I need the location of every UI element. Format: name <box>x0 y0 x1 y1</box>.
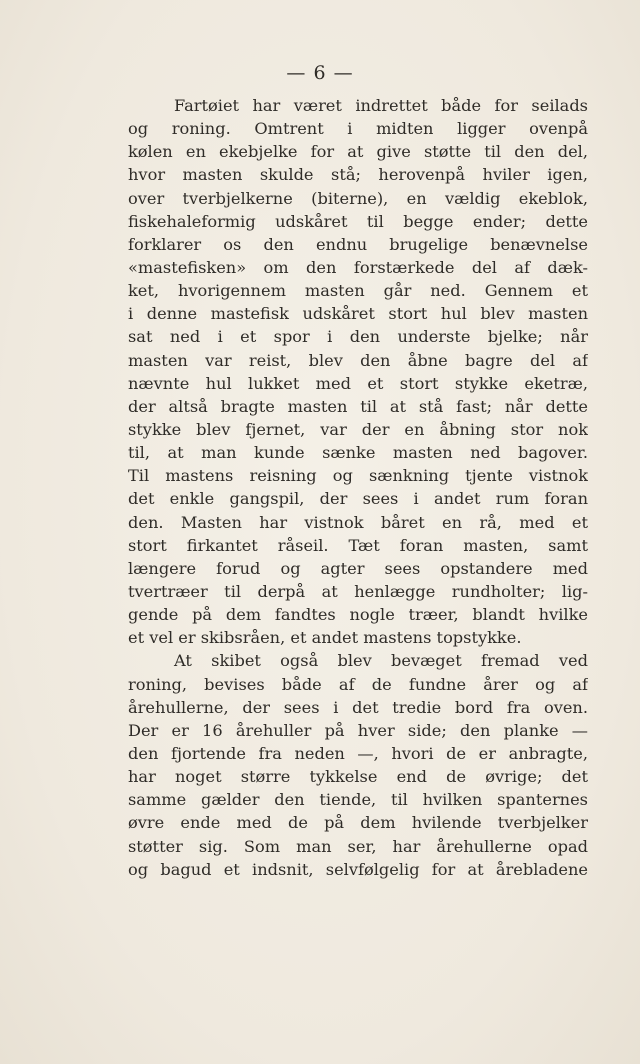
text-line: ket, hvorigennem masten går ned. Gennem et <box>128 281 588 301</box>
text-line: sat ned i et spor i den underste bjelke; når <box>128 327 588 347</box>
text-line: masten var reist, blev den åbne bagre del af <box>128 350 588 370</box>
text-line: At skibet også blev bevæget fremad ved <box>174 651 588 671</box>
text-line: nævnte hul lukket med et stort stykke eketræ, <box>128 373 588 393</box>
text-line: et vel er skibsråen, et andet mastens topstykke. <box>128 628 522 648</box>
text-line: roning, bevises både af de fundne årer og af <box>128 674 588 694</box>
text-line: årehullerne, der sees i det tredie bord fra oven. <box>128 697 588 717</box>
text-line: det enkle gangspil, der sees i andet rum foran <box>128 489 588 509</box>
body-text <box>128 94 588 881</box>
text-line: Der er 16 årehuller på hver side; den planke — <box>128 720 588 740</box>
text-line: til, at man kunde sænke masten ned bagover. <box>128 443 588 463</box>
text-line: hvor masten skulde stå; herovenpå hviler igen, <box>128 165 588 185</box>
text-line: stort firkantet råseil. Tæt foran masten, samt <box>128 535 588 555</box>
page-number: — 6 — <box>286 62 354 84</box>
text-line: forklarer os den endnu brugelige benævnelse <box>128 234 588 254</box>
text-line: støtter sig. Som man ser, har årehullerne opad <box>128 836 588 856</box>
text-line: den. Masten har vistnok båret en rå, med et <box>128 512 588 532</box>
text-line: gende på dem fandtes nogle træer, blandt hvilke <box>128 605 588 625</box>
text-line: «mastefisken» om den forstærkede del af dæk- <box>128 257 588 277</box>
text-line: Fartøiet har været indrettet både for seilads <box>174 96 588 115</box>
text-line: og roning. Omtrent i midten ligger ovenpå <box>128 119 588 139</box>
text-line: i denne mastefisk udskåret stort hul blev masten <box>128 304 588 324</box>
text-line: over tverbjelkerne (biterne), en vældig ekeblok, <box>128 188 588 208</box>
text-line: øvre ende med de på dem hvilende tverbjelker <box>128 813 588 833</box>
text-line: tvertræer til derpå at henlægge rundholter; lig- <box>128 581 588 601</box>
text-line: fiskehaleformig udskåret til begge ender; dette <box>128 211 588 231</box>
text-line: kølen en ekebjelke for at give støtte til den del, <box>128 142 588 162</box>
text-line: den fjortende fra neden —, hvori de er anbragte, <box>128 743 588 763</box>
text-line: Til mastens reisning og sænkning tjente vistnok <box>128 466 588 486</box>
text-line: længere forud og agter sees opstandere med <box>128 558 588 578</box>
text-line: stykke blev fjernet, var der en åbning stor nok <box>128 419 588 439</box>
text-line: der altså bragte masten til at stå fast; når dette <box>128 396 588 416</box>
text-line: og bagud et indsnit, selvfølgelig for at årebladene <box>128 859 588 879</box>
text-line: samme gælder den tiende, til hvilken spanternes <box>128 790 588 810</box>
text-line: har noget større tykkelse end de øvrige; det <box>128 767 588 787</box>
